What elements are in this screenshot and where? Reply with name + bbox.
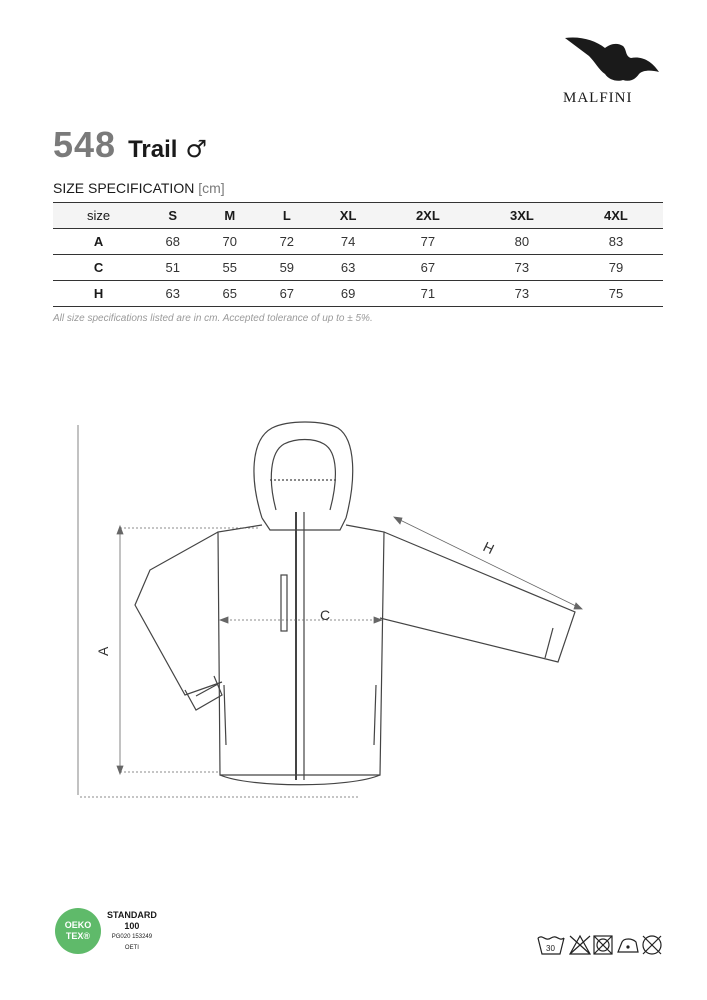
size-header-row: [53, 203, 663, 229]
row-label: C: [53, 255, 144, 281]
size-col-header: L: [258, 203, 315, 229]
jacket-drawing: [135, 422, 575, 785]
care-symbols: [536, 930, 666, 960]
product-code: 548: [53, 124, 117, 165]
table-row: [53, 255, 663, 281]
table-cell: 80: [475, 229, 569, 255]
label-a: A: [95, 646, 111, 656]
size-col-header: S: [144, 203, 201, 229]
table-cell: 71: [381, 281, 475, 307]
spec-unit: [cm]: [198, 180, 225, 196]
table-cell: 59: [258, 255, 315, 281]
size-col-header: XL: [315, 203, 381, 229]
table-cell: 77: [381, 229, 475, 255]
oeko-number: 100: [124, 921, 140, 931]
table-cell: 65: [201, 281, 258, 307]
table-cell: 67: [258, 281, 315, 307]
oeko-tex-badge: [55, 908, 101, 954]
table-cell: 63: [144, 281, 201, 307]
table-cell: 55: [201, 255, 258, 281]
oeko-badge-line1: OEKO: [64, 920, 92, 930]
oeko-standard: STANDARD: [107, 910, 157, 920]
label-h: H: [480, 538, 497, 558]
product-title: [53, 124, 207, 166]
table-cell: 75: [569, 281, 663, 307]
table-cell: 67: [381, 255, 475, 281]
table-row: [53, 281, 663, 307]
table-cell: 69: [315, 281, 381, 307]
brand-name: MALFINI: [563, 90, 633, 106]
wash-temp: 30: [546, 944, 555, 953]
oeko-tex-text: [107, 910, 157, 954]
oeko-code: PG020 153249: [111, 934, 153, 940]
no-tumble-dry-icon: [594, 936, 612, 954]
table-cell: 83: [569, 229, 663, 255]
table-cell: 73: [475, 255, 569, 281]
no-dry-clean-icon: [643, 936, 661, 954]
table-cell: 73: [475, 281, 569, 307]
row-label: H: [53, 281, 144, 307]
table-cell: 63: [315, 255, 381, 281]
product-name: Trail: [128, 136, 178, 163]
table-row: [53, 229, 663, 255]
size-table: [53, 202, 663, 307]
label-c: C: [320, 607, 331, 623]
table-cell: 68: [144, 229, 201, 255]
iron-low-icon: [618, 939, 638, 952]
table-cell: 79: [569, 255, 663, 281]
size-col-header: M: [201, 203, 258, 229]
size-header-label: size: [53, 203, 144, 229]
size-col-header: 2XL: [381, 203, 475, 229]
table-cell: 72: [258, 229, 315, 255]
spec-title: SIZE SPECIFICATION: [53, 180, 195, 196]
size-col-header: 4XL: [569, 203, 663, 229]
no-bleach-icon: [570, 936, 590, 954]
table-cell: 70: [201, 229, 258, 255]
tolerance-note: All size specifications listed are in cm. Accepted tolerance of up to ± 5%.: [53, 313, 373, 324]
oeko-institute: OETI: [124, 945, 139, 951]
size-col-header: 3XL: [475, 203, 569, 229]
table-cell: 51: [144, 255, 201, 281]
male-icon: ♂: [185, 135, 207, 163]
oeko-badge-line2: TEX®: [65, 931, 91, 941]
table-cell: 74: [315, 229, 381, 255]
jacket-diagram: [0, 400, 707, 820]
row-label: A: [53, 229, 144, 255]
spec-heading: [53, 180, 225, 196]
